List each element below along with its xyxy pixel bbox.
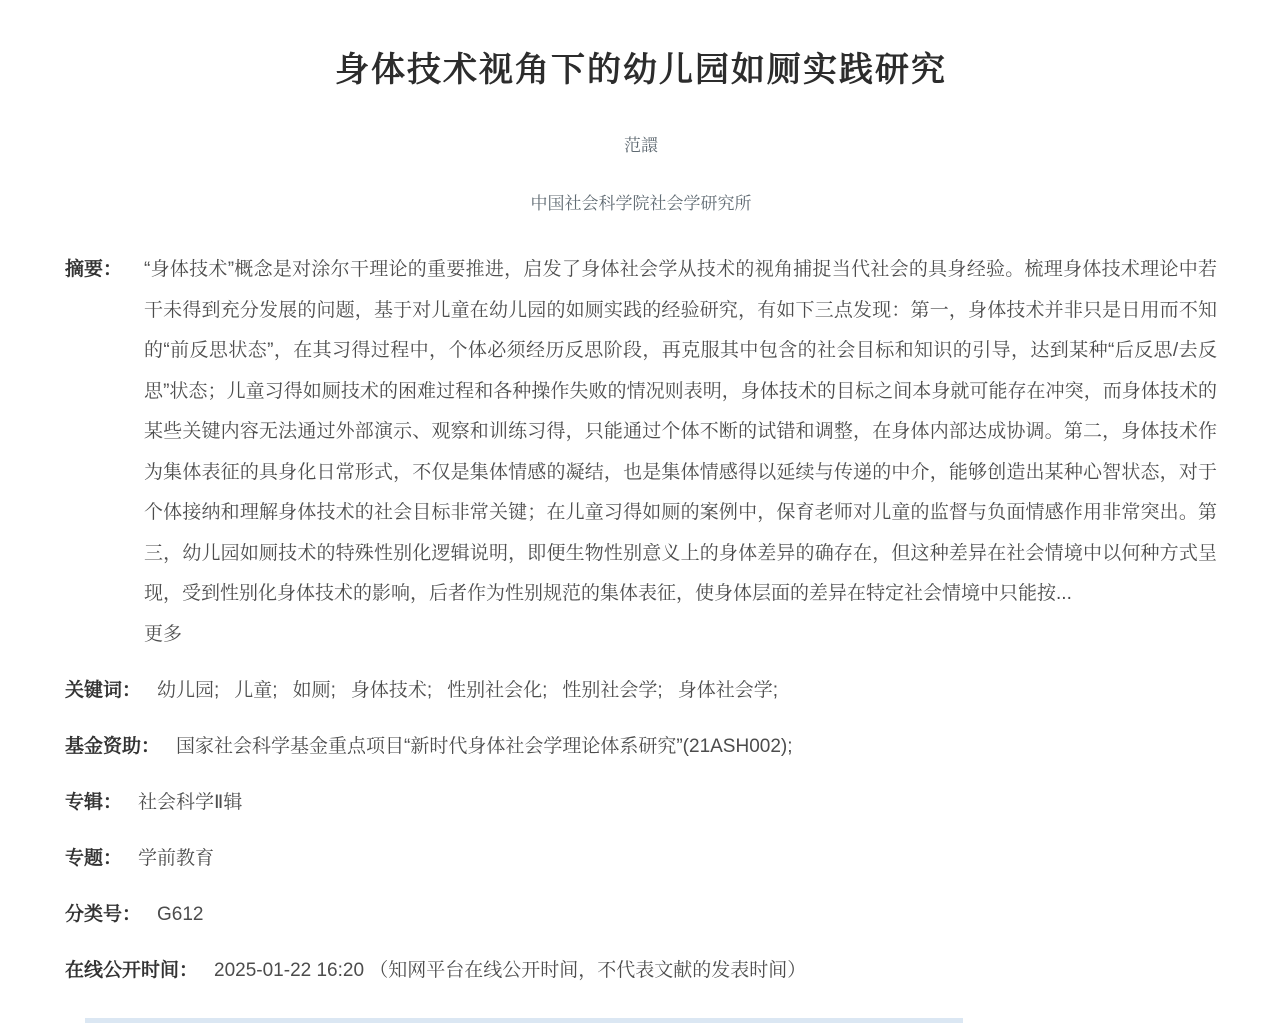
classification-value: G612: [157, 903, 204, 925]
online-time-section: [65, 951, 1217, 992]
abstract-section: [65, 250, 1217, 655]
keywords-label: 关键词：: [65, 679, 142, 701]
keyword-link[interactable]: 身体技术;: [350, 679, 433, 701]
abstract-label: 摘要：: [65, 259, 123, 280]
keyword-link[interactable]: 性别社会化;: [447, 679, 548, 701]
author-link[interactable]: 范譞: [624, 136, 658, 155]
album-label: 专辑：: [65, 791, 123, 813]
abstract-text-content: “身体技术”概念是对涂尔干理论的重要推进，启发了身体社会学从技术的视角捕捉当代社会的具身经验。梳理身体技术理论中若干未得到充分发展的问题，基于对儿童在幼儿园的如厕实践的经验研究，有如下三点发现：第一，身体技术并非只是日用而不知的“前反思状态”，在其习得过程中，个体必须经历反思阶段，再克服其中包含的社会目标和知识的引导，达到某种“后反思/去反思”状态；儿童习得如厕技术的困难过程和各种操作失败的情况则表明，身体技术的目标之间本身就可能存在冲突，而身体技术的某些关键内容无法通过外部演示、观察和训练习得，只能通过个体不断的试错和调整，在身体内部达成协调。第二，身体技术作为集体表征的具身化日常形式，不仅是集体情感的凝结，也是集体情感得以延续与传递的中介，能够创造出某种心智状态，对于个体接纳和理解身体技术的社会目标非常关键；在儿童习得如厕的案例中，保育老师对儿童的监督与负面情感作用非常突出。第三，幼儿园如厕技术的特殊性别化逻辑说明，即便生物性别意义上的身体差异的确存在，但这种差异在社会情境中以何种方式呈现，受到性别化身体技术的影响，后者作为性别规范的集体表征，使身体层面的差异在特定社会情境中只能按...: [144, 259, 1217, 604]
keyword-list: [157, 671, 793, 712]
keyword-link[interactable]: 幼儿园;: [157, 679, 220, 701]
topic-label: 专题：: [65, 847, 123, 869]
topic-section: [65, 839, 1217, 880]
page-title: 身体技术视角下的幼儿园如厕实践研究: [335, 51, 947, 89]
album-section: [65, 783, 1217, 824]
classification-section: [65, 895, 1217, 936]
keyword-link[interactable]: 儿童;: [234, 679, 278, 701]
online-time-value: 2025-01-22 16:20 （知网平台在线公开时间，不代表文献的发表时间）: [214, 959, 807, 981]
bottom-partial-bar: [85, 1018, 963, 1023]
keyword-link[interactable]: 身体社会学;: [677, 679, 778, 701]
abstract-text: [144, 250, 1217, 655]
online-time-label: 在线公开时间：: [65, 959, 199, 981]
fund-section: [65, 727, 1217, 768]
keyword-link[interactable]: 性别社会学;: [562, 679, 663, 701]
fund-label: 基金资助：: [65, 735, 161, 757]
topic-value: 学前教育: [138, 847, 215, 869]
affiliation: 中国社会科学院社会学研究所: [530, 194, 752, 213]
classification-label: 分类号：: [65, 903, 142, 925]
keywords-section: [65, 671, 1217, 712]
fund-value[interactable]: 国家社会科学基金重点项目“新时代身体社会学理论体系研究”(21ASH002);: [176, 735, 793, 757]
keyword-link[interactable]: 如厕;: [292, 679, 336, 701]
album-value: 社会科学Ⅱ辑: [138, 791, 243, 813]
abstract-more-link[interactable]: 更多: [144, 623, 183, 645]
